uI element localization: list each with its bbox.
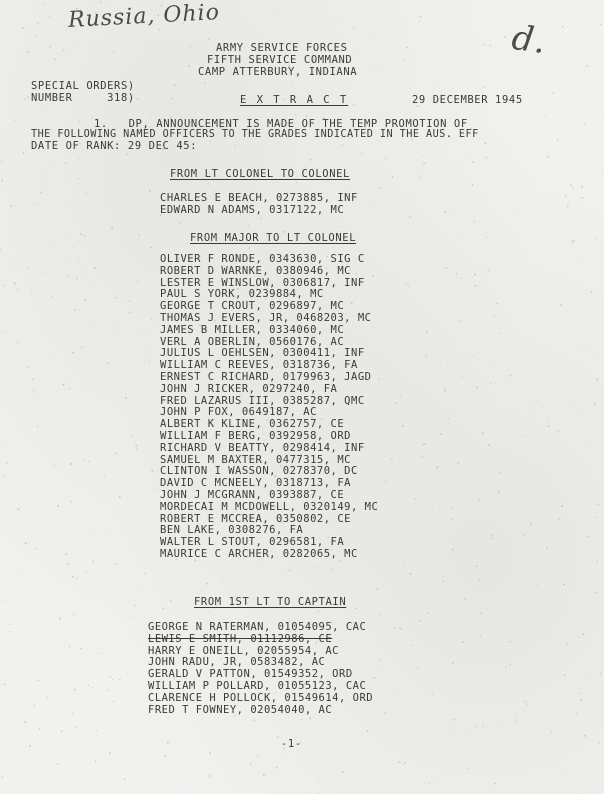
announcement-line-3: DATE OF RANK: 29 DEC 45: bbox=[31, 140, 198, 152]
officer-entry: ALBERT K KLINE, 0362757, CE bbox=[160, 418, 345, 431]
section-title-colonel: FROM LT COLONEL TO COLONEL bbox=[170, 168, 350, 180]
officer-entry: SAMUEL M BAXTER, 0477315, MC bbox=[160, 453, 352, 466]
page-number: -1- bbox=[281, 738, 302, 750]
header-line-1: ARMY SERVICE FORCES bbox=[216, 42, 348, 54]
officer-list-captain bbox=[148, 622, 373, 716]
officer-list-colonel bbox=[160, 193, 358, 217]
officer-entry: FRED LAZARUS III, 0385287, QMC bbox=[160, 394, 365, 407]
officer-entry: WALTER L STOUT, 0296581, FA bbox=[160, 536, 345, 549]
officer-list-lt-colonel bbox=[160, 254, 378, 561]
officer-entry: EDWARD N ADAMS, 0317122, MC bbox=[160, 203, 345, 216]
officer-entry: JOHN RADU, JR, 0583482, AC bbox=[148, 656, 326, 669]
officer-entry: GEORGE N RATERMAN, 01054095, CAC bbox=[148, 621, 367, 633]
header-line-2: FIFTH SERVICE COMMAND bbox=[207, 54, 353, 66]
officer-entry: DAVID C MCNEELY, 0318713, FA bbox=[160, 477, 352, 490]
officer-entry: JOHN P FOX, 0649187, AC bbox=[160, 406, 317, 419]
officer-entry: VERL A OBERLIN, 0560176, AC bbox=[160, 335, 345, 348]
special-orders-label: SPECIAL ORDERS) bbox=[31, 80, 135, 92]
officer-entry: WILLIAM C REEVES, 0318736, FA bbox=[160, 359, 358, 372]
announcement-line-1: 1. DP, ANNOUNCEMENT IS MADE OF THE TEMP PROMOTION OF bbox=[94, 118, 468, 130]
officer-entry: HARRY E ONEILL, 02055954, AC bbox=[148, 644, 340, 657]
officer-entry: ROBERT E MCCREA, 0350802, CE bbox=[160, 512, 352, 525]
officer-entry: CLINTON I WASSON, 0278370, DC bbox=[160, 465, 358, 478]
officer-entry: ERNEST C RICHARD, 0179963, JAGD bbox=[160, 370, 372, 383]
officer-entry: FRED T FOWNEY, 02054040, AC bbox=[148, 703, 333, 716]
handwritten-initial: d. bbox=[509, 17, 550, 63]
extract-title: E X T R A C T bbox=[240, 94, 349, 106]
officer-entry: JAMES B MILLER, 0334060, MC bbox=[160, 323, 345, 336]
officer-entry: GERALD V PATTON, 01549352, ORD bbox=[148, 668, 353, 681]
officer-entry: OLIVER F RONDE, 0343630, SIG C bbox=[160, 253, 365, 265]
header-line-3: CAMP ATTERBURY, INDIANA bbox=[198, 66, 358, 78]
officer-entry: BEN LAKE, 0308276, FA bbox=[160, 524, 304, 537]
officer-entry: LESTER E WINSLOW, 0306817, INF bbox=[160, 276, 365, 289]
announcement-line-2: THE FOLLOWING NAMED OFFICERS TO THE GRADES INDICATED IN THE AUS. EFF bbox=[31, 129, 479, 140]
order-date: 29 DECEMBER 1945 bbox=[412, 94, 523, 106]
officer-entry: PAUL S YORK, 0239884, MC bbox=[160, 288, 324, 301]
section-title-lt-colonel: FROM MAJOR TO LT COLONEL bbox=[190, 232, 357, 244]
officer-entry: ROBERT D WARNKE, 0380946, MC bbox=[160, 264, 352, 277]
officer-entry: JOHN J RICKER, 0297240, FA bbox=[160, 382, 338, 395]
officer-entry: WILLIAM P POLLARD, 01055123, CAC bbox=[148, 679, 367, 692]
officer-entry: CHARLES E BEACH, 0273885, INF bbox=[160, 192, 358, 204]
officer-entry: MAURICE C ARCHER, 0282065, MC bbox=[160, 547, 358, 560]
officer-entry: WILLIAM F BERG, 0392958, ORD bbox=[160, 429, 352, 442]
officer-entry: RICHARD V BEATTY, 0298414, INF bbox=[160, 441, 365, 454]
order-number: NUMBER 318) bbox=[31, 92, 135, 104]
officer-entry: JULIUS L OEHLSEN, 0300411, INF bbox=[160, 347, 365, 360]
officer-entry: JOHN J MCGRANN, 0393887, CE bbox=[160, 488, 345, 501]
officer-entry-struck: LEWIS E SMITH, 01112986, CE bbox=[148, 632, 333, 645]
officer-entry: CLARENCE H POLLOCK, 01549614, ORD bbox=[148, 691, 374, 704]
officer-entry: THOMAS J EVERS, JR, 0468203, MC bbox=[160, 311, 372, 324]
officer-entry: MORDECAI M MCDOWELL, 0320149, MC bbox=[160, 500, 379, 513]
handwritten-location: Russia, Ohio bbox=[67, 0, 221, 33]
officer-entry: GEORGE T CROUT, 0296897, MC bbox=[160, 300, 345, 313]
section-title-captain: FROM 1ST LT TO CAPTAIN bbox=[194, 596, 347, 608]
